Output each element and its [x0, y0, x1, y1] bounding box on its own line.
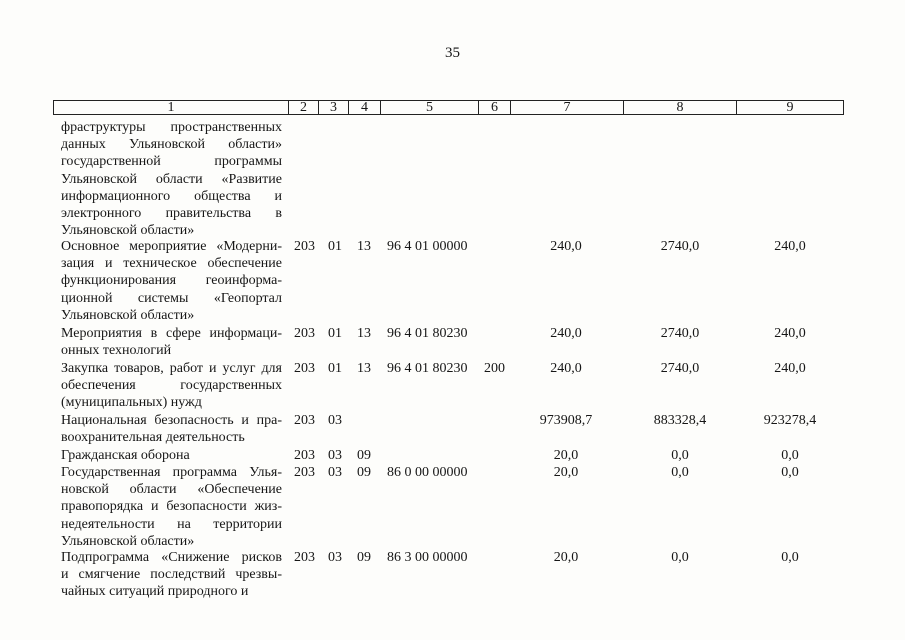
row-name-line: Ульяновской области «Развитие: [61, 171, 282, 187]
header-col-7: 7: [511, 101, 624, 114]
row-name-line: Закупка товаров, работ и услуг для: [61, 361, 282, 376]
cell-c9: 0,0: [781, 550, 799, 565]
row-name: [61, 360, 282, 412]
cell-c7: 240,0: [550, 326, 582, 341]
cell-c4: 13: [357, 326, 371, 341]
cell-c5: 96 4 01 00000: [387, 239, 468, 254]
cell-c4: 13: [357, 239, 371, 254]
header-col-9: 9: [786, 100, 794, 115]
cell-c3: 03: [328, 550, 342, 565]
cell-c2: 203: [294, 239, 315, 254]
header-col-4: 4: [349, 101, 381, 114]
row-name: [61, 412, 282, 446]
row-name: [61, 238, 282, 324]
table-header: [53, 100, 844, 115]
cell-c8: 2740,0: [660, 239, 700, 254]
cell-c7: 20,0: [553, 448, 579, 463]
cell-c2: 203: [294, 448, 315, 463]
row-name-line: недеятельности на территории: [61, 516, 282, 532]
cell-c9: 0,0: [781, 465, 799, 480]
cell-c7: 240,0: [550, 361, 582, 376]
cell-c7: 973908,7: [539, 413, 593, 428]
cell-c5: 86 0 00 00000: [387, 465, 468, 480]
row-name-line: Национальная безопасность и пра-: [61, 413, 282, 428]
cell-c6: 200: [484, 361, 505, 376]
row-name-line: электронного правительства в: [61, 205, 282, 221]
cell-c8: 2740,0: [660, 326, 700, 341]
row-name-line: ционной системы «Геопортал: [61, 290, 282, 306]
row-name-line: Подпрограмма «Снижение рисков: [61, 550, 282, 565]
page-number: 35: [445, 45, 460, 61]
row-name-line: Основное мероприятие «Модерни-: [61, 239, 282, 254]
cell-c3: 03: [328, 465, 342, 480]
cell-c4: 09: [357, 465, 371, 480]
cell-c4: 13: [357, 361, 371, 376]
row-name-line: функционирования геоинформа-: [61, 273, 282, 289]
row-name-line: правопорядка и безопасности жиз-: [61, 499, 282, 515]
cell-c3: 01: [328, 239, 342, 254]
cell-c4: 09: [357, 550, 371, 565]
row-name-line: онных технологий: [61, 343, 172, 359]
cell-c3: 01: [328, 361, 342, 376]
cell-c8: 0,0: [671, 465, 689, 480]
row-name-line: государственной программы: [61, 154, 282, 170]
cell-c5: 96 4 01 80230: [387, 361, 468, 376]
cell-c2: 203: [294, 413, 315, 428]
cell-c7: 240,0: [550, 239, 582, 254]
row-name-line: Государственная программа Улья-: [61, 465, 282, 480]
cell-c9: 240,0: [774, 326, 806, 341]
cell-c9: 240,0: [774, 361, 806, 376]
row-name-line: информационного общества и: [61, 188, 282, 204]
header-col-5: 5: [381, 101, 479, 114]
row-name-line: чайных ситуаций природного и: [61, 584, 249, 600]
row-name-line: Ульяновской области»: [61, 533, 195, 549]
row-name: [61, 119, 282, 239]
header-col-3: 3: [319, 101, 349, 114]
row-name-line: новской области «Обеспечение: [61, 482, 282, 498]
cell-c2: 203: [294, 465, 315, 480]
row-name: [61, 549, 282, 601]
row-name-line: фраструктуры пространственных: [61, 120, 282, 135]
row-name-line: воохранительная деятельность: [61, 430, 245, 446]
cell-c7: 20,0: [553, 465, 579, 480]
cell-c3: 01: [328, 326, 342, 341]
row-name-line: Ульяновской области»: [61, 307, 195, 323]
cell-c9: 0,0: [781, 448, 799, 463]
header-col-8: 8: [624, 101, 737, 114]
row-name-line: обеспечения государственных: [61, 378, 282, 394]
cell-c9: 923278,4: [763, 413, 817, 428]
row-name-line: Ульяновской области»: [61, 223, 195, 239]
cell-c7: 20,0: [553, 550, 579, 565]
header-col-1: 1: [54, 101, 289, 114]
cell-c8: 0,0: [671, 448, 689, 463]
cell-c4: 09: [357, 448, 371, 463]
row-name: [61, 464, 282, 550]
row-name-line: и смягчение последствий чрезвы-: [61, 567, 282, 583]
cell-c8: 2740,0: [660, 361, 700, 376]
cell-c2: 203: [294, 550, 315, 565]
row-name-line: данных Ульяновской области»: [61, 137, 282, 153]
cell-c5: 96 4 01 80230: [387, 326, 468, 341]
cell-c2: 203: [294, 361, 315, 376]
cell-c9: 240,0: [774, 239, 806, 254]
row-name-line: (муниципальных) нужд: [61, 395, 202, 411]
header-col-2: 2: [289, 101, 319, 114]
cell-c8: 0,0: [671, 550, 689, 565]
row-name: [61, 325, 282, 359]
row-name: [61, 447, 282, 464]
cell-c5: 86 3 00 00000: [387, 550, 468, 565]
row-name-line: зация и техническое обеспечение: [61, 256, 282, 272]
cell-c3: 03: [328, 413, 342, 428]
header-col-6: 6: [479, 101, 511, 114]
cell-c3: 03: [328, 448, 342, 463]
cell-c2: 203: [294, 326, 315, 341]
row-name-line: Гражданская оборона: [61, 448, 190, 463]
cell-c8: 883328,4: [653, 413, 707, 428]
row-name-line: Мероприятия в сфере информаци-: [61, 326, 282, 341]
